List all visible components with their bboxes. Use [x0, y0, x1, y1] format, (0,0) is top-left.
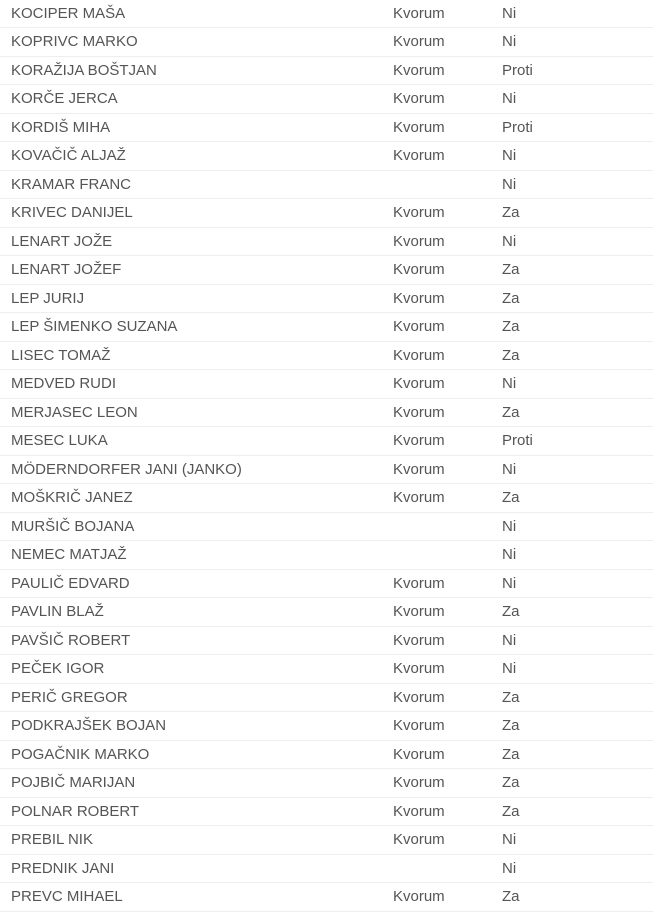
vote-cell: Za [502, 883, 653, 912]
member-name-cell: KOCIPER MAŠA [0, 0, 393, 28]
quorum-cell: Kvorum [393, 142, 502, 171]
quorum-cell: Kvorum [393, 256, 502, 285]
table-row [0, 398, 653, 427]
vote-cell: Ni [502, 170, 653, 199]
vote-cell: Ni [502, 512, 653, 541]
table-row [0, 170, 653, 199]
member-name-cell: PODKRAJŠEK BOJAN [0, 712, 393, 741]
quorum-cell: Kvorum [393, 313, 502, 342]
quorum-cell: Kvorum [393, 655, 502, 684]
quorum-cell: Kvorum [393, 712, 502, 741]
member-name-cell: MÖDERNDORFER JANI (JANKO) [0, 455, 393, 484]
table-row [0, 569, 653, 598]
member-name-cell: MERJASEC LEON [0, 398, 393, 427]
quorum-cell: Kvorum [393, 427, 502, 456]
table-row [0, 683, 653, 712]
member-name-cell: KORČE JERCA [0, 85, 393, 114]
table-row [0, 341, 653, 370]
table-row [0, 797, 653, 826]
quorum-cell: Kvorum [393, 85, 502, 114]
member-name-cell: PREDNIK JANI [0, 854, 393, 883]
vote-cell: Za [502, 284, 653, 313]
table-row [0, 56, 653, 85]
vote-cell: Za [502, 256, 653, 285]
table-row [0, 484, 653, 513]
quorum-cell [393, 854, 502, 883]
member-name-cell: KORDIŠ MIHA [0, 113, 393, 142]
vote-cell: Za [502, 740, 653, 769]
table-row [0, 883, 653, 912]
vote-cell: Za [502, 598, 653, 627]
vote-cell: Proti [502, 56, 653, 85]
table-row [0, 712, 653, 741]
vote-cell: Ni [502, 0, 653, 28]
quorum-cell: Kvorum [393, 569, 502, 598]
vote-cell: Za [502, 683, 653, 712]
vote-cell: Za [502, 769, 653, 798]
quorum-cell [393, 170, 502, 199]
table-row [0, 455, 653, 484]
vote-cell: Ni [502, 541, 653, 570]
quorum-cell: Kvorum [393, 455, 502, 484]
quorum-cell: Kvorum [393, 797, 502, 826]
table-row [0, 85, 653, 114]
vote-cell: Ni [502, 455, 653, 484]
member-name-cell: LEP JURIJ [0, 284, 393, 313]
table-row [0, 256, 653, 285]
vote-cell: Ni [502, 227, 653, 256]
vote-cell: Ni [502, 569, 653, 598]
member-name-cell: MESEC LUKA [0, 427, 393, 456]
member-name-cell: LENART JOŽE [0, 227, 393, 256]
vote-cell: Za [502, 341, 653, 370]
member-name-cell: LEP ŠIMENKO SUZANA [0, 313, 393, 342]
quorum-cell: Kvorum [393, 484, 502, 513]
member-name-cell: KOPRIVC MARKO [0, 28, 393, 57]
vote-cell: Za [502, 797, 653, 826]
table-row [0, 199, 653, 228]
table-row [0, 655, 653, 684]
member-name-cell: POGAČNIK MARKO [0, 740, 393, 769]
quorum-cell: Kvorum [393, 284, 502, 313]
member-name-cell: KRAMAR FRANC [0, 170, 393, 199]
quorum-cell: Kvorum [393, 227, 502, 256]
vote-cell: Proti [502, 113, 653, 142]
quorum-cell: Kvorum [393, 28, 502, 57]
quorum-cell: Kvorum [393, 626, 502, 655]
member-name-cell: PERIČ GREGOR [0, 683, 393, 712]
table-row [0, 826, 653, 855]
quorum-cell: Kvorum [393, 883, 502, 912]
vote-cell: Ni [502, 85, 653, 114]
vote-cell: Ni [502, 655, 653, 684]
vote-cell: Ni [502, 626, 653, 655]
table-row [0, 512, 653, 541]
quorum-cell: Kvorum [393, 683, 502, 712]
vote-cell: Ni [502, 854, 653, 883]
quorum-cell: Kvorum [393, 370, 502, 399]
vote-cell: Ni [502, 142, 653, 171]
member-name-cell: POLNAR ROBERT [0, 797, 393, 826]
vote-cell: Za [502, 484, 653, 513]
member-name-cell: NEMEC MATJAŽ [0, 541, 393, 570]
quorum-cell: Kvorum [393, 398, 502, 427]
vote-cell: Za [502, 398, 653, 427]
member-name-cell: PAVLIN BLAŽ [0, 598, 393, 627]
table-row [0, 854, 653, 883]
quorum-cell [393, 512, 502, 541]
member-name-cell: PAVŠIČ ROBERT [0, 626, 393, 655]
table-row [0, 227, 653, 256]
table-row [0, 113, 653, 142]
member-name-cell: KOVAČIČ ALJAŽ [0, 142, 393, 171]
vote-cell: Ni [502, 826, 653, 855]
table-row [0, 427, 653, 456]
member-name-cell: LISEC TOMAŽ [0, 341, 393, 370]
quorum-cell: Kvorum [393, 56, 502, 85]
member-name-cell: MOŠKRIČ JANEZ [0, 484, 393, 513]
member-name-cell: LENART JOŽEF [0, 256, 393, 285]
table-row [0, 313, 653, 342]
quorum-cell: Kvorum [393, 341, 502, 370]
quorum-cell: Kvorum [393, 826, 502, 855]
member-name-cell: PEČEK IGOR [0, 655, 393, 684]
table-row [0, 0, 653, 28]
table-row [0, 541, 653, 570]
vote-cell: Za [502, 199, 653, 228]
quorum-cell: Kvorum [393, 769, 502, 798]
quorum-cell: Kvorum [393, 0, 502, 28]
member-name-cell: KRIVEC DANIJEL [0, 199, 393, 228]
member-name-cell: POJBIČ MARIJAN [0, 769, 393, 798]
quorum-cell: Kvorum [393, 740, 502, 769]
quorum-cell: Kvorum [393, 199, 502, 228]
table-row [0, 769, 653, 798]
table-row [0, 28, 653, 57]
vote-cell: Proti [502, 427, 653, 456]
table-row [0, 598, 653, 627]
member-name-cell: PREVC MIHAEL [0, 883, 393, 912]
vote-cell: Za [502, 712, 653, 741]
quorum-cell [393, 541, 502, 570]
table-row [0, 740, 653, 769]
vote-cell: Ni [502, 370, 653, 399]
table-row [0, 284, 653, 313]
table-row [0, 142, 653, 171]
member-name-cell: KORAŽIJA BOŠTJAN [0, 56, 393, 85]
member-name-cell: MEDVED RUDI [0, 370, 393, 399]
vote-cell: Ni [502, 28, 653, 57]
member-name-cell: PREBIL NIK [0, 826, 393, 855]
quorum-cell: Kvorum [393, 113, 502, 142]
member-name-cell: PAULIČ EDVARD [0, 569, 393, 598]
member-name-cell: MURŠIČ BOJANA [0, 512, 393, 541]
table-row [0, 370, 653, 399]
quorum-cell: Kvorum [393, 598, 502, 627]
vote-cell: Za [502, 313, 653, 342]
table-row [0, 626, 653, 655]
